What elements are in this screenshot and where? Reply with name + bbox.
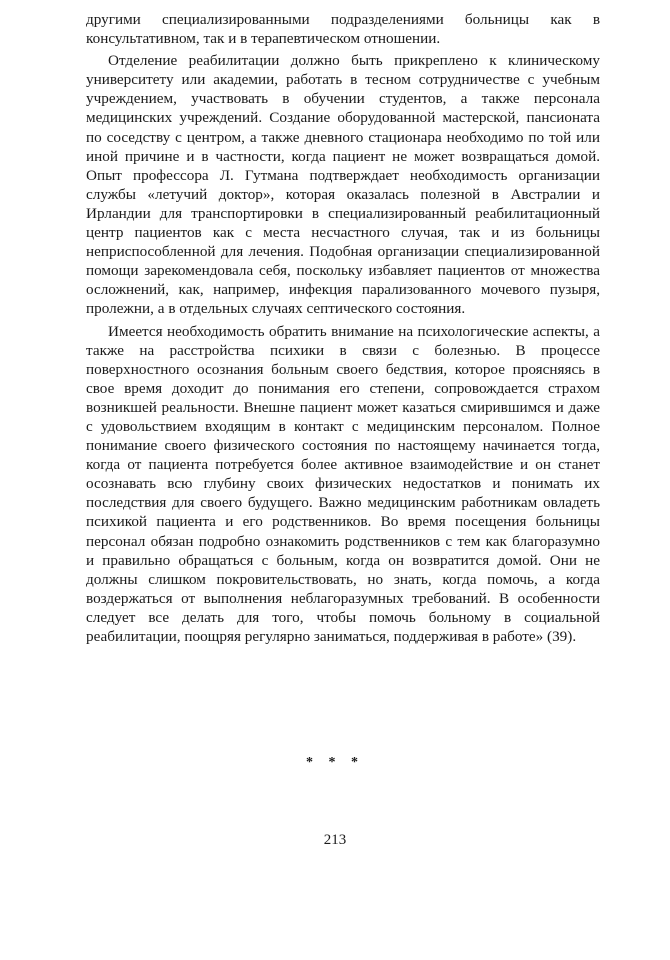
section-separator: * * * (306, 755, 364, 770)
paragraph-continuation: другими специализированными подразделениями больницы как в консультативном, так и в терапевтическом отношении. (86, 11, 600, 48)
paragraph-rehabilitation-department: Отделение реабилитации должно быть прикреплено к клиническому университету или академии, работать в тесном сотрудничестве с учебным учреждением, участвовать в обучении студентов, а также персонала медицинских учреждений. Создание оборудованной мастерской, пансионата по соседству с центром, а также дневного стационара необходимо по той или иной причине и в частности, когда пациент не может возвращаться домой. Опыт профессора Л. Гутмана подтверждает необходимость организации службы «летучий доктор», которая оказалась полезной в Австралии и Ирландии для транспортировки в специализированный реабилитационный центр пациентов как с места несчастного случая, так и из больницы неприспособленной для лечения. Подобная организации специализированной помощи зарекомендовала себя, поскольку избавляет пациентов от множества осложнений, как, например, инфекция парализованного мочевого пузыря, пролежни, а в отдельных случаях септического состояния. (86, 52, 600, 318)
page-number: 213 (323, 832, 347, 848)
paragraph-psychological-aspects: Имеется необходимость обратить внимание на психологические аспекты, а также на расстройства психики в связи с болезнью. В процессе поверхностного осознания больным своего бедствия, которое проясняясь в свое время доходит до понимания его степени, сопровождается страхом возникшей реальности. Внешне пациент может казаться смирившимся и даже с удовольствием входящим в контакт с медицинским персоналом. Полное понимание своего физического состояния по настоящему начинается тогда, когда от пациента потребуется более активное взаимодействие и он станет осознавать всю глубину своих физических недостатков и понимать их последствия для своего будущего. Важно медицинским работникам овладеть психикой пациента и его родственников. Во время посещения больницы персонал обязан подробно ознакомить родственников с тем как благоразумно и правильно обращаться с больным, когда он возвратится домой. Они не должны слишком покровительствовать, но знать, когда помочь, а когда воздержаться от выполнения неблагоразумных требований. В особенности следует все делать для того, чтобы помочь больному в социальной реабилитации, поощряя регулярно заниматься, поддерживая в работе» (39). (86, 322, 600, 645)
page-body (86, 10, 600, 646)
